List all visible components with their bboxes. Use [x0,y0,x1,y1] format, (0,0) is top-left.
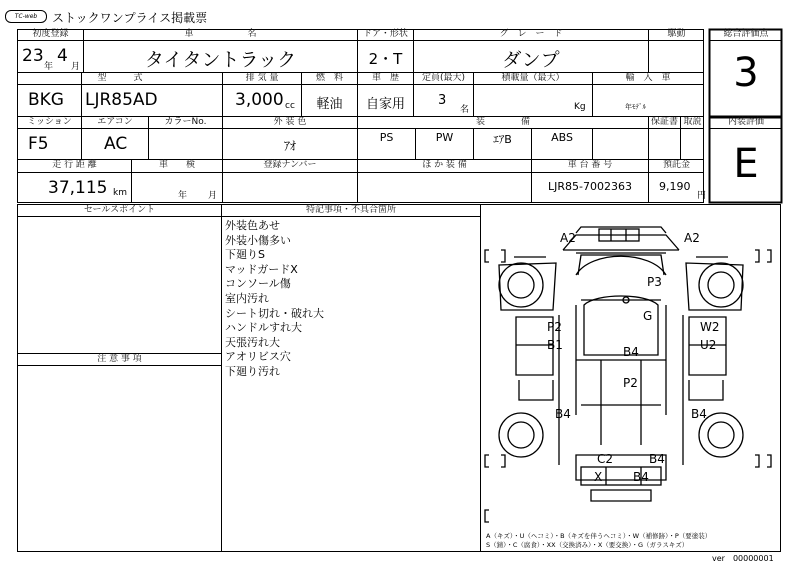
mark-p2-left: P2 [547,320,562,334]
model-prefix: BKG [28,90,64,110]
mileage-value: 37,115 [48,178,108,198]
ext-color-value: ｱｵ [283,139,296,153]
mark-b4-bottom: B4 [649,452,665,466]
equip-airbag: ｴｱB [493,133,512,146]
mark-c2: C2 [597,452,614,466]
label-inspection: 車 検 [158,160,195,170]
label-ext-color: 外 装 色 [273,117,307,127]
label-aircon: エアコン [97,117,133,127]
label-total-score: 総合評価点 [723,29,769,39]
label-history: 車 歴 [371,73,399,83]
label-sales-point: セールスポイント [83,205,156,215]
capacity-value: 3 [438,93,447,108]
note-item: コンソール傷 [225,277,291,291]
load-unit: Kg [574,102,586,112]
equip-abs: ABS [551,131,573,144]
chassis-no-value: LJR85-7002363 [548,180,632,193]
label-caution: 注 意 事 項 [97,354,142,364]
note-item: ハンドルすれ大 [225,321,302,335]
note-item: 室内汚れ [225,291,269,305]
door-shape-value: 2・T [368,50,403,68]
displacement-value: 3,000 [235,90,284,110]
first-reg-month-unit: 月 [71,62,81,72]
mark-a2-right: A2 [684,231,700,245]
mark-b4-rear-left: B4 [555,407,571,421]
label-name: 車 名 [184,29,257,39]
mark-p2-center: P2 [623,376,638,390]
note-item: シート切れ・破れ大 [225,306,324,320]
label-warranty: 保証書 [650,117,678,127]
first-reg-year-unit: 年 [44,62,54,72]
mark-p3: P3 [647,275,662,289]
label-model: 型 式 [97,73,143,83]
first-reg-month: 4 [57,46,68,66]
first-reg-year: 23 [22,46,44,66]
label-fuel: 燃 料 [315,73,343,83]
label-manual: 取説 [683,117,702,127]
notes-list [225,219,324,380]
mark-g: G [643,309,653,323]
note-item: マッドガードX [225,262,298,276]
total-score-value: 3 [733,50,759,96]
price-unit: 円 [697,191,707,201]
displacement-unit: cc [285,101,295,111]
mark-x: X [594,470,603,484]
label-door-shape: ドア・形状 [363,29,408,39]
mark-b1-left: B1 [547,338,563,352]
mark-b4-bottom2: B4 [633,470,649,484]
note-item: 下廻りS [225,248,265,262]
fuel-value: 軽油 [316,97,343,112]
year-model-label: 年ﾓﾃﾞﾙ [625,103,646,111]
mark-a2-left: A2 [560,231,576,245]
interior-score-value: E [733,141,759,187]
label-reg-number: 登録ナンバー [263,160,317,170]
label-notes: 特記事項・不具合箇所 [305,205,396,215]
mark-w2-right: W2 [700,320,720,334]
label-displacement: 排 気 量 [245,73,279,83]
mark-u2-right: U2 [700,338,717,352]
label-chassis-no: 車 台 番 号 [567,160,613,170]
label-color-no: カラーNo. [164,117,207,127]
capacity-unit: 名 [460,105,470,115]
label-interior-score: 内装評価 [727,117,764,127]
history-value: 自家用 [365,97,405,112]
page-title: ストックワンプライス掲載票 [52,11,208,25]
label-price: 預託金 [662,160,690,170]
mark-b4-center: B4 [623,345,639,359]
grade-value: ダンプ [502,49,560,71]
label-load: 積載量（最大） [501,73,565,83]
logo: TC-web [5,10,47,23]
note-item: アオリビス穴 [225,350,291,364]
mileage-unit: km [113,188,127,198]
version-label: ver 00000001 [712,554,774,563]
label-equipment: 装 備 [475,117,530,127]
inspection-year-unit: 年 [178,191,188,201]
label-import: 輸 入 車 [625,73,671,83]
inspection-month-unit: 月 [208,191,218,201]
aircon-value: AC [104,134,128,154]
note-item: 下廻り汚れ [225,364,280,378]
label-grade: グ レ ー ド [499,29,563,39]
label-first-reg: 初度登録 [32,29,69,39]
legend-line-1: A（キズ）・U（ヘコミ）・B（キズを伴うヘコミ）・W（補修跡）・P（要塗装） [486,532,712,540]
model-value: LJR85AD [85,90,158,110]
legend-line-2: S（錆）・C（腐食）・XX（交換済み）・X（要交換）・G（ガラスキズ） [486,541,689,549]
vehicle-name: タイタントラック [144,49,297,71]
price-value: 9,190 [659,180,691,193]
equip-ps: PS [379,131,394,144]
label-other-equipment: ほ か 装 備 [422,160,467,170]
note-item: 天張汚れ大 [225,335,280,349]
mark-b4-rear-right: B4 [691,407,707,421]
label-drive: 駆動 [667,29,686,39]
label-mileage: 走 行 距 離 [52,160,97,170]
equip-pw: PW [435,131,454,144]
mission-value: F5 [28,134,49,154]
note-item: 外装色あせ [225,219,280,232]
note-item: 外装小傷多い [225,233,291,247]
label-capacity: 定員(最大) [421,73,466,83]
label-mission: ミッション [27,117,72,127]
